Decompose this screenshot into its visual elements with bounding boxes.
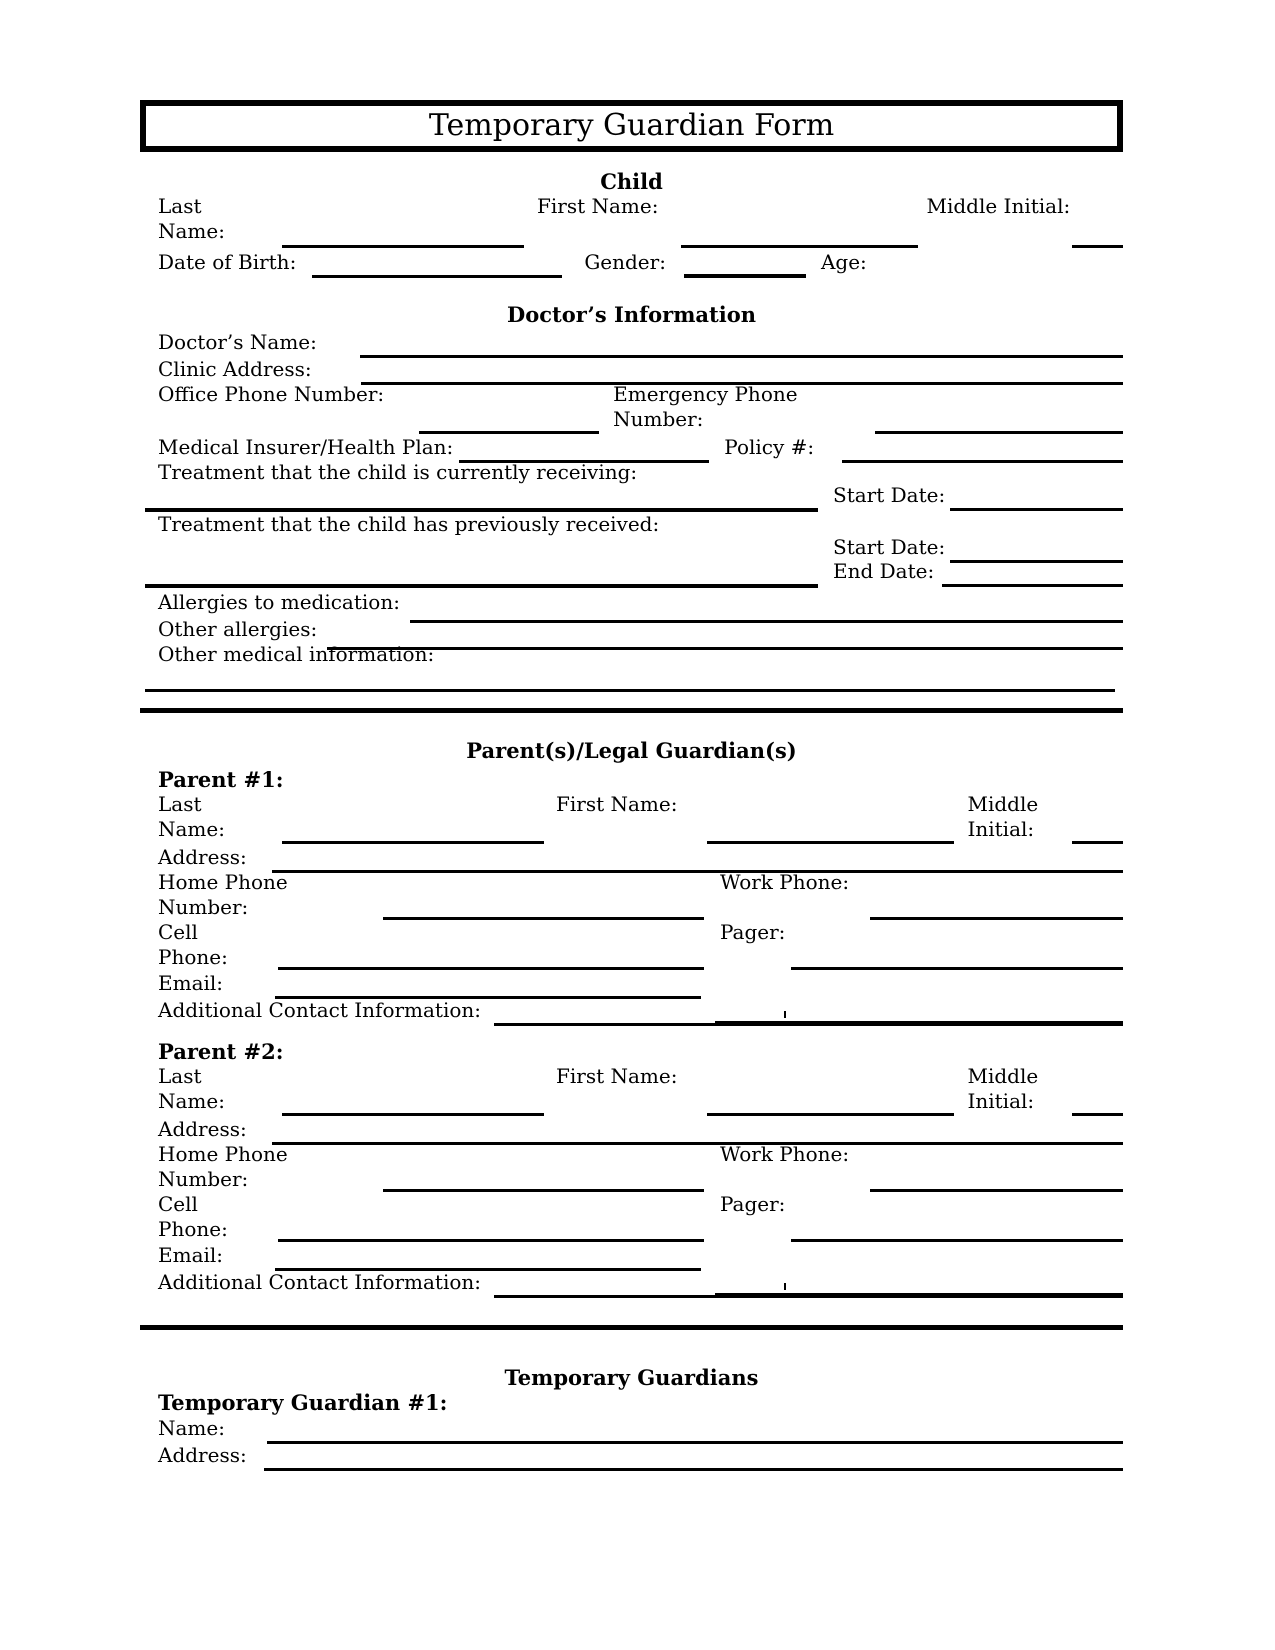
- doctor-name-line: [360, 355, 1123, 358]
- parent1-last-name-line: [282, 841, 544, 844]
- parent1-name-row: [140, 792, 1123, 844]
- parent2-email-row: [140, 1242, 1123, 1268]
- guardian1-heading: Temporary Guardian #1:: [158, 1390, 448, 1415]
- child-middle-initial-label: Middle Initial:: [926, 194, 1071, 218]
- guardian1-address-label: Address:: [158, 1443, 247, 1467]
- treatment-previous-label: Treatment that the child has previously received:: [158, 512, 660, 536]
- parent1-last-name-label: Last Name:: [158, 792, 225, 841]
- emergency-phone-line: [875, 431, 1123, 434]
- child-first-name-label: First Name:: [537, 194, 659, 218]
- form-title-box: [140, 100, 1123, 152]
- parent1-home-phone-label: Home Phone Number:: [158, 870, 288, 919]
- parent2-home-phone-line: [383, 1189, 704, 1192]
- other-allergies-label: Other allergies:: [158, 617, 318, 641]
- parent1-additional-line: [494, 1023, 715, 1026]
- parent1-email-row: [140, 970, 1123, 996]
- parent1-first-name-label: First Name:: [556, 792, 678, 816]
- parent1-address-label: Address:: [158, 845, 247, 869]
- other-allergies-line: [327, 647, 1123, 650]
- child-age-label: Age:: [820, 250, 867, 274]
- parent1-email-label: Email:: [158, 971, 224, 995]
- treatment-previous-line: [145, 584, 818, 588]
- parent1-first-name-line: [707, 841, 954, 844]
- child-section-heading: Child: [600, 169, 663, 194]
- parent1-additional-row: [140, 996, 1123, 1023]
- office-phone-label: Office Phone Number:: [158, 382, 385, 406]
- stray-mark: [784, 1283, 786, 1290]
- child-last-name-line: [282, 245, 524, 248]
- treatment-previous-end-date-label: End Date:: [833, 559, 935, 583]
- treatment-previous-start-date-label: Start Date:: [833, 535, 946, 559]
- doctor-section-divider: [140, 708, 1123, 713]
- form-content: [140, 0, 1123, 1468]
- parent1-additional-label: Additional Contact Information:: [158, 998, 482, 1022]
- child-name-row: [140, 194, 1123, 248]
- treatment-previous-end-date-line: [942, 584, 1123, 587]
- insurer-row: [140, 434, 1123, 460]
- child-dob-label: Date of Birth:: [158, 250, 297, 274]
- parent1-work-phone-line: [870, 917, 1123, 920]
- parent1-home-phone-line: [383, 917, 704, 920]
- policy-label: Policy #:: [724, 435, 815, 459]
- parent2-additional-label: Additional Contact Information:: [158, 1270, 482, 1294]
- parent2-first-name-line: [707, 1113, 954, 1116]
- doctor-section-heading: Doctor’s Information: [507, 302, 756, 327]
- parent1-additional-line-thick: [715, 1021, 1123, 1026]
- treatment-previous-start-row: [140, 536, 1123, 560]
- parent1-address-row: [140, 844, 1123, 870]
- parent2-address-label: Address:: [158, 1117, 247, 1141]
- child-dob-line: [312, 275, 562, 278]
- guardian1-name-line: [267, 1441, 1123, 1444]
- clinic-address-label: Clinic Address:: [158, 357, 312, 381]
- stray-mark: [784, 1011, 786, 1018]
- allergies-medication-label: Allergies to medication:: [158, 590, 400, 614]
- clinic-address-row: [140, 355, 1123, 382]
- allergies-medication-row: [140, 588, 1123, 615]
- parent2-additional-line-thick: [715, 1293, 1123, 1298]
- parent2-additional-line: [494, 1295, 715, 1298]
- child-first-name-line: [681, 245, 918, 248]
- treatment-current-label: Treatment that the child is currently receiving:: [158, 460, 638, 484]
- child-gender-line: [684, 274, 806, 278]
- parent2-cell-phone-line: [278, 1239, 704, 1242]
- doctor-name-label: Doctor’s Name:: [158, 330, 317, 354]
- parent1-middle-initial-line: [1072, 841, 1123, 844]
- other-medical-line: [145, 689, 1115, 692]
- child-gender-label: Gender:: [584, 250, 666, 274]
- insurer-label: Medical Insurer/Health Plan:: [158, 435, 454, 459]
- parent2-additional-row: [140, 1268, 1123, 1295]
- parent2-heading: Parent #2:: [158, 1039, 284, 1064]
- parent1-pager-label: Pager:: [720, 920, 786, 944]
- parent1-work-phone-label: Work Phone:: [720, 870, 850, 894]
- other-medical-label: Other medical information:: [158, 642, 435, 666]
- parent2-cell-row: [140, 1192, 1123, 1242]
- guardian1-name-label: Name:: [158, 1416, 225, 1440]
- guardians-section-heading: Temporary Guardians: [504, 1365, 759, 1390]
- parent2-middle-initial-line: [1072, 1113, 1123, 1116]
- parent1-heading: Parent #1:: [158, 767, 284, 792]
- parent2-pager-label: Pager:: [720, 1192, 786, 1216]
- parent2-cell-phone-label: Cell Phone:: [158, 1192, 228, 1241]
- parent2-home-phone-label: Home Phone Number:: [158, 1142, 288, 1191]
- parent2-phone-row: [140, 1142, 1123, 1192]
- child-dob-row: [140, 248, 1123, 275]
- doctor-name-row: [140, 330, 1123, 355]
- guardian1-address-line: [264, 1468, 1123, 1471]
- treatment-previous-start-date-line: [950, 560, 1123, 563]
- parent1-cell-row: [140, 920, 1123, 970]
- phone-numbers-row: [140, 382, 1123, 434]
- treatment-previous-end-row: [140, 560, 1123, 584]
- parent1-phone-row: [140, 870, 1123, 920]
- parent2-last-name-line: [282, 1113, 544, 1116]
- parent2-last-name-label: Last Name:: [158, 1064, 225, 1113]
- parent2-middle-initial-label: Middle Initial:: [967, 1064, 1039, 1113]
- treatment-current-start-row: [140, 484, 1123, 508]
- allergies-medication-line: [410, 620, 1123, 623]
- parent2-address-row: [140, 1116, 1123, 1142]
- clinic-address-line: [361, 382, 1123, 385]
- form-title: Temporary Guardian Form: [428, 108, 835, 143]
- guardian1-address-row: [140, 1441, 1123, 1468]
- emergency-phone-label: Emergency Phone Number:: [613, 382, 798, 431]
- parent2-pager-line: [791, 1239, 1123, 1242]
- child-middle-initial-line: [1072, 245, 1123, 248]
- parents-section-heading: Parent(s)/Legal Guardian(s): [466, 738, 797, 763]
- treatment-current-block: [140, 460, 1123, 512]
- office-phone-line: [419, 431, 599, 434]
- parent2-work-phone-label: Work Phone:: [720, 1142, 850, 1166]
- parents-section-divider: [140, 1325, 1123, 1330]
- parent1-cell-phone-line: [278, 967, 704, 970]
- treatment-current-start-date-label: Start Date:: [833, 483, 946, 507]
- guardian1-name-row: [140, 1415, 1123, 1441]
- parent1-pager-line: [791, 967, 1123, 970]
- treatment-current-start-date-line: [950, 508, 1123, 511]
- parent1-middle-initial-label: Middle Initial:: [967, 792, 1039, 841]
- parent1-address-line: [272, 870, 1123, 873]
- parent2-first-name-label: First Name:: [556, 1064, 678, 1088]
- treatment-previous-block: [140, 512, 1123, 588]
- child-last-name-label: Last Name:: [158, 194, 225, 243]
- parent2-work-phone-line: [870, 1189, 1123, 1192]
- parent1-cell-phone-label: Cell Phone:: [158, 920, 228, 969]
- parent2-address-line: [272, 1142, 1123, 1145]
- parent2-email-label: Email:: [158, 1243, 224, 1267]
- parent2-name-row: [140, 1064, 1123, 1116]
